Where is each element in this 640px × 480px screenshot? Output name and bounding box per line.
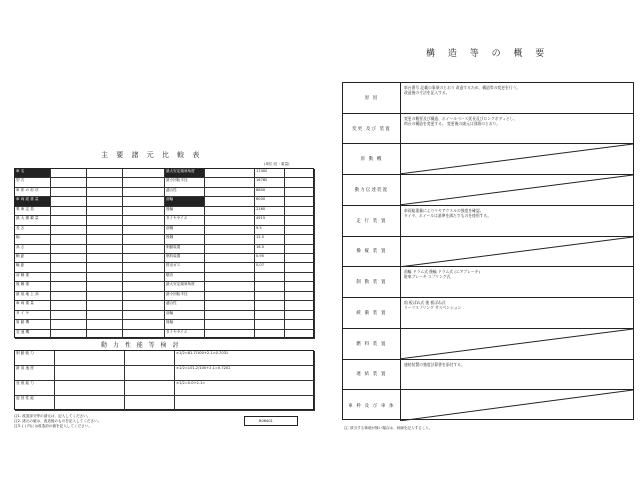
structure-row-text: 前 板ばね式 後 板ばね式 リーフスプリング サスペンション — [404, 300, 462, 311]
performance-cell — [175, 396, 315, 411]
spec-cell: 16780 — [255, 178, 285, 187]
structure-row-text: 前輪 ドラム式 後輪 ドラム式 (エアブレーキ) 駐車ブレーキ スプリング式 — [404, 269, 480, 280]
structure-note: 注. 該当する事項が無い場合は、斜線を記入すること。 — [344, 426, 433, 430]
spec-cell: 長 さ — [15, 226, 51, 235]
not-applicable-slash — [401, 175, 633, 205]
spec-cell: 後軸 — [165, 235, 205, 244]
spec-cell — [205, 263, 255, 272]
spec-cell — [255, 320, 285, 329]
structure-table — [342, 82, 634, 420]
not-applicable-slash — [401, 237, 633, 267]
spec-cell — [123, 216, 165, 225]
stamp-box — [244, 416, 298, 426]
spec-cell — [87, 245, 123, 254]
spec-cell: 前輪 — [165, 197, 205, 206]
spec-cell — [205, 235, 255, 244]
spec-cell — [123, 169, 165, 178]
spec-cell: 車 両 総 重 量 — [15, 197, 51, 206]
spec-cell — [123, 207, 165, 216]
spec-cell: 高 さ — [15, 245, 51, 254]
structure-row — [343, 390, 633, 421]
spec-cell: 制動装置 — [165, 245, 205, 254]
spec-cell — [205, 330, 255, 339]
performance-cell — [125, 381, 175, 396]
spec-cell — [51, 292, 87, 301]
spec-cell: 乗 車 定 員 — [15, 207, 51, 216]
structure-row-label: 緩 衝 装 置 — [343, 298, 401, 328]
performance-cell — [125, 396, 175, 411]
structure-row-label: 車 枠 及 び 車 体 — [343, 390, 401, 421]
spec-cell — [205, 178, 255, 187]
spec-cell — [285, 254, 315, 263]
performance-cell — [55, 396, 125, 411]
spec-cell — [123, 320, 165, 329]
structure-row-label: 制 動 装 置 — [343, 267, 401, 297]
spec-sheet-title: 主 要 諸 元 比 較 表 — [101, 151, 203, 159]
spec-cell — [123, 197, 165, 206]
performance-cell — [55, 351, 125, 366]
spec-cell — [123, 263, 165, 272]
spec-cell: タイヤサイズ — [165, 330, 205, 339]
spec-cell — [87, 301, 123, 310]
structure-row-text: 車両総重量によりリヤアクスルの強度を確認。 タイヤ、ホイールは基準を満たすものを使用する。 — [404, 207, 492, 218]
spec-cell — [123, 178, 165, 187]
spec-cell — [205, 245, 255, 254]
spec-cell: 12.5 — [255, 235, 285, 244]
spec-cell — [87, 263, 123, 272]
spec-cell — [123, 282, 165, 291]
spec-cell — [285, 330, 315, 339]
spec-cell — [285, 226, 315, 235]
structure-row-label: 動力伝達装置 — [343, 175, 401, 205]
spec-cell — [123, 273, 165, 282]
spec-cell — [205, 311, 255, 320]
spec-cell — [123, 311, 165, 320]
structure-row — [343, 360, 633, 391]
spec-cell — [285, 292, 315, 301]
spec-cell — [285, 320, 315, 329]
spec-cell — [87, 292, 123, 301]
spec-cell: 後輪 — [165, 207, 205, 216]
spec-cell — [285, 207, 315, 216]
spec-cell — [285, 273, 315, 282]
spec-cell — [51, 254, 87, 263]
spec-cell — [51, 216, 87, 225]
spec-cell — [255, 273, 285, 282]
spec-cell — [255, 301, 285, 310]
spec-cell — [51, 207, 87, 216]
performance-cell: ×1/2=81.7/100+2.1=0.7031 — [175, 351, 315, 366]
stamp-code: B06401 — [259, 419, 273, 423]
spec-cell — [51, 169, 87, 178]
spec-cell: 6000 — [255, 197, 285, 206]
spec-cell — [285, 282, 315, 291]
spec-cell: 変 速 機 — [15, 330, 51, 339]
spec-cell — [205, 169, 255, 178]
spec-cell: 適合性 — [165, 188, 205, 197]
spec-cell — [285, 178, 315, 187]
performance-cell — [125, 351, 175, 366]
spec-cell — [87, 178, 123, 187]
spec-cell — [285, 263, 315, 272]
spec-cell — [87, 207, 123, 216]
spec-cell: 2160 — [255, 207, 285, 216]
structure-row-label: 原 動 機 — [343, 144, 401, 174]
spec-cell — [205, 216, 255, 225]
spec-cell — [255, 282, 285, 291]
performance-cell: ×1/2=0.0+2.1= — [175, 381, 315, 396]
performance-cell: 登 坂 能 力 — [15, 381, 55, 396]
structure-row — [343, 175, 633, 206]
spec-cell: 軸 距 — [15, 254, 51, 263]
spec-cell: 後 軸 重 — [15, 282, 51, 291]
spec-cell — [87, 273, 123, 282]
structure-sheet-title: 構 造 等 の 概 要 — [426, 49, 550, 59]
spec-cell — [205, 301, 255, 310]
spec-cell: 8800 — [255, 188, 285, 197]
structure-row-text: 車台番号 記載の事項のとおり 改造するため、構造等の変更を行う。 改造後の寸法を記入する。 — [404, 85, 521, 95]
spec-cell — [87, 330, 123, 339]
structure-row — [343, 206, 633, 237]
structure-row-label: 原 因 — [343, 83, 401, 113]
spec-cell — [51, 282, 87, 291]
spec-cell: 適合性 — [165, 301, 205, 310]
spec-cell — [51, 226, 87, 235]
spec-cell: 排出ガス — [165, 263, 205, 272]
spec-cell: タイヤサイズ — [165, 216, 205, 225]
spec-cell — [285, 188, 315, 197]
spec-cell: 0.07 — [255, 263, 285, 272]
spec-cell — [51, 330, 87, 339]
spec-cell: 車 体 の 形 状 — [15, 188, 51, 197]
spec-cell: 輪 距 — [15, 263, 51, 272]
spec-cell — [255, 330, 285, 339]
not-applicable-slash — [401, 390, 633, 421]
spec-cell — [51, 245, 87, 254]
structure-row-label: 操 縦 装 置 — [343, 237, 401, 267]
spec-cell — [51, 188, 87, 197]
not-applicable-slash — [401, 329, 633, 359]
spec-cell — [87, 188, 123, 197]
spec-cell — [51, 178, 87, 187]
spec-cell — [51, 320, 87, 329]
spec-cell — [51, 263, 87, 272]
spec-cell: 最 低 地 上 高 — [15, 292, 51, 301]
spec-cell: 最 大 積 載 量 — [15, 216, 51, 225]
spec-cell — [123, 245, 165, 254]
performance-title: 動 力 性 能 等 検 討 — [101, 342, 181, 349]
spec-cell — [285, 197, 315, 206]
spec-cell — [205, 292, 255, 301]
spec-cell — [285, 245, 315, 254]
spec-cell — [205, 207, 255, 216]
spec-comparison-sheet — [6, 150, 312, 430]
spec-cell — [205, 226, 255, 235]
spec-cell — [87, 320, 123, 329]
spec-cell — [51, 235, 87, 244]
spec-cell — [255, 292, 285, 301]
structure-row-label: 走 行 装 置 — [343, 206, 401, 236]
spec-cell — [123, 292, 165, 301]
spec-cell — [87, 216, 123, 225]
structure-row — [343, 298, 633, 329]
spec-cell — [285, 169, 315, 178]
structure-row-text: 変更の概要及び構造、ホイールベース延長及びロングボディとし、 荷台の構造を変更する。 変更後の諸元は別紙のとおり。 — [404, 115, 518, 126]
spec-cell — [123, 254, 165, 263]
structure-row — [343, 144, 633, 175]
spec-cell: 幅 — [15, 235, 51, 244]
spec-cell — [123, 226, 165, 235]
structure-row-label: 変更 及び 装置 — [343, 114, 401, 144]
spec-cell: 車 名 — [15, 169, 51, 178]
spec-cell — [205, 197, 255, 206]
spec-cell: 最小回転半径 — [165, 292, 205, 301]
spec-cell — [87, 197, 123, 206]
spec-cell: 17400 — [255, 169, 285, 178]
notes — [14, 414, 224, 429]
spec-cell: 型 式 — [15, 178, 51, 187]
spec-cell: 燃料装置 — [165, 254, 205, 263]
spec-cell — [87, 311, 123, 320]
performance-cell: 旋 回 性 能 — [15, 396, 55, 411]
spec-cell — [205, 320, 255, 329]
spec-cell — [123, 188, 165, 197]
performance-cell: ×1/2=101.2/100+2.1=0.7202 — [175, 366, 315, 381]
structure-row — [343, 267, 633, 298]
performance-table — [14, 350, 314, 410]
spec-cell: 最大安定傾斜角度 — [165, 282, 205, 291]
performance-cell — [55, 366, 125, 381]
structure-row — [343, 83, 633, 114]
spec-cell — [87, 226, 123, 235]
spec-cell — [51, 197, 87, 206]
spec-cell — [123, 235, 165, 244]
note-line: 注2. 諸元の値は、改造後のものを記入してください。 — [14, 419, 102, 423]
spec-cell — [87, 254, 123, 263]
structure-row-label: 燃 料 装 置 — [343, 329, 401, 359]
spec-cell — [87, 235, 123, 244]
spec-cell: 前軸 — [165, 226, 205, 235]
structure-row — [343, 114, 633, 145]
spec-cell: 騒音 — [165, 273, 205, 282]
spec-cell: 前 軸 重 — [15, 273, 51, 282]
spec-cell: タ イ ヤ — [15, 311, 51, 320]
spec-cell — [51, 273, 87, 282]
spec-cell — [285, 301, 315, 310]
spec-cell: 最大安定傾斜角度 — [165, 169, 205, 178]
spec-cell — [87, 282, 123, 291]
spec-cell — [123, 301, 165, 310]
spec-cell — [205, 282, 255, 291]
structure-row-label: 連 結 装 置 — [343, 360, 401, 390]
spec-cell: 最小回転半径 — [165, 178, 205, 187]
performance-cell — [55, 381, 125, 396]
spec-cell — [87, 169, 123, 178]
structure-row-text: 連結装置の強度計算書を添付する。 — [404, 361, 465, 367]
structure-overview-sheet — [338, 46, 636, 438]
structure-row — [343, 237, 633, 268]
spec-cell — [205, 254, 255, 263]
spec-cell: 後輪 — [165, 320, 205, 329]
performance-cell: 制 動 能 力 — [15, 351, 55, 366]
spec-cell: 4915 — [255, 216, 285, 225]
spec-cell — [205, 188, 255, 197]
spec-cell: 16.5 — [255, 245, 285, 254]
spec-cell — [51, 311, 87, 320]
note-line: 注1. 改造部分等の諸元は、記入してください。 — [14, 414, 91, 418]
spec-cell: 車 両 重 量 — [15, 301, 51, 310]
unit-note: (単位:長・重量) — [264, 162, 290, 166]
spec-table — [14, 168, 314, 338]
spec-cell — [51, 301, 87, 310]
performance-cell — [125, 366, 175, 381]
spec-cell — [205, 273, 255, 282]
structure-row — [343, 329, 633, 360]
spec-cell: 0.95 — [255, 254, 285, 263]
note-line: 注3. ( ) 内には改造前の値を記入してください。 — [14, 424, 92, 428]
performance-cell: 最 高 速 度 — [15, 366, 55, 381]
spec-cell: 前輪 — [165, 311, 205, 320]
spec-cell — [285, 235, 315, 244]
not-applicable-slash — [401, 144, 633, 174]
spec-cell — [285, 216, 315, 225]
spec-cell: 原 動 機 — [15, 320, 51, 329]
spec-cell: 9.5 — [255, 226, 285, 235]
spec-cell — [285, 311, 315, 320]
spec-cell — [255, 311, 285, 320]
spec-cell — [123, 330, 165, 339]
